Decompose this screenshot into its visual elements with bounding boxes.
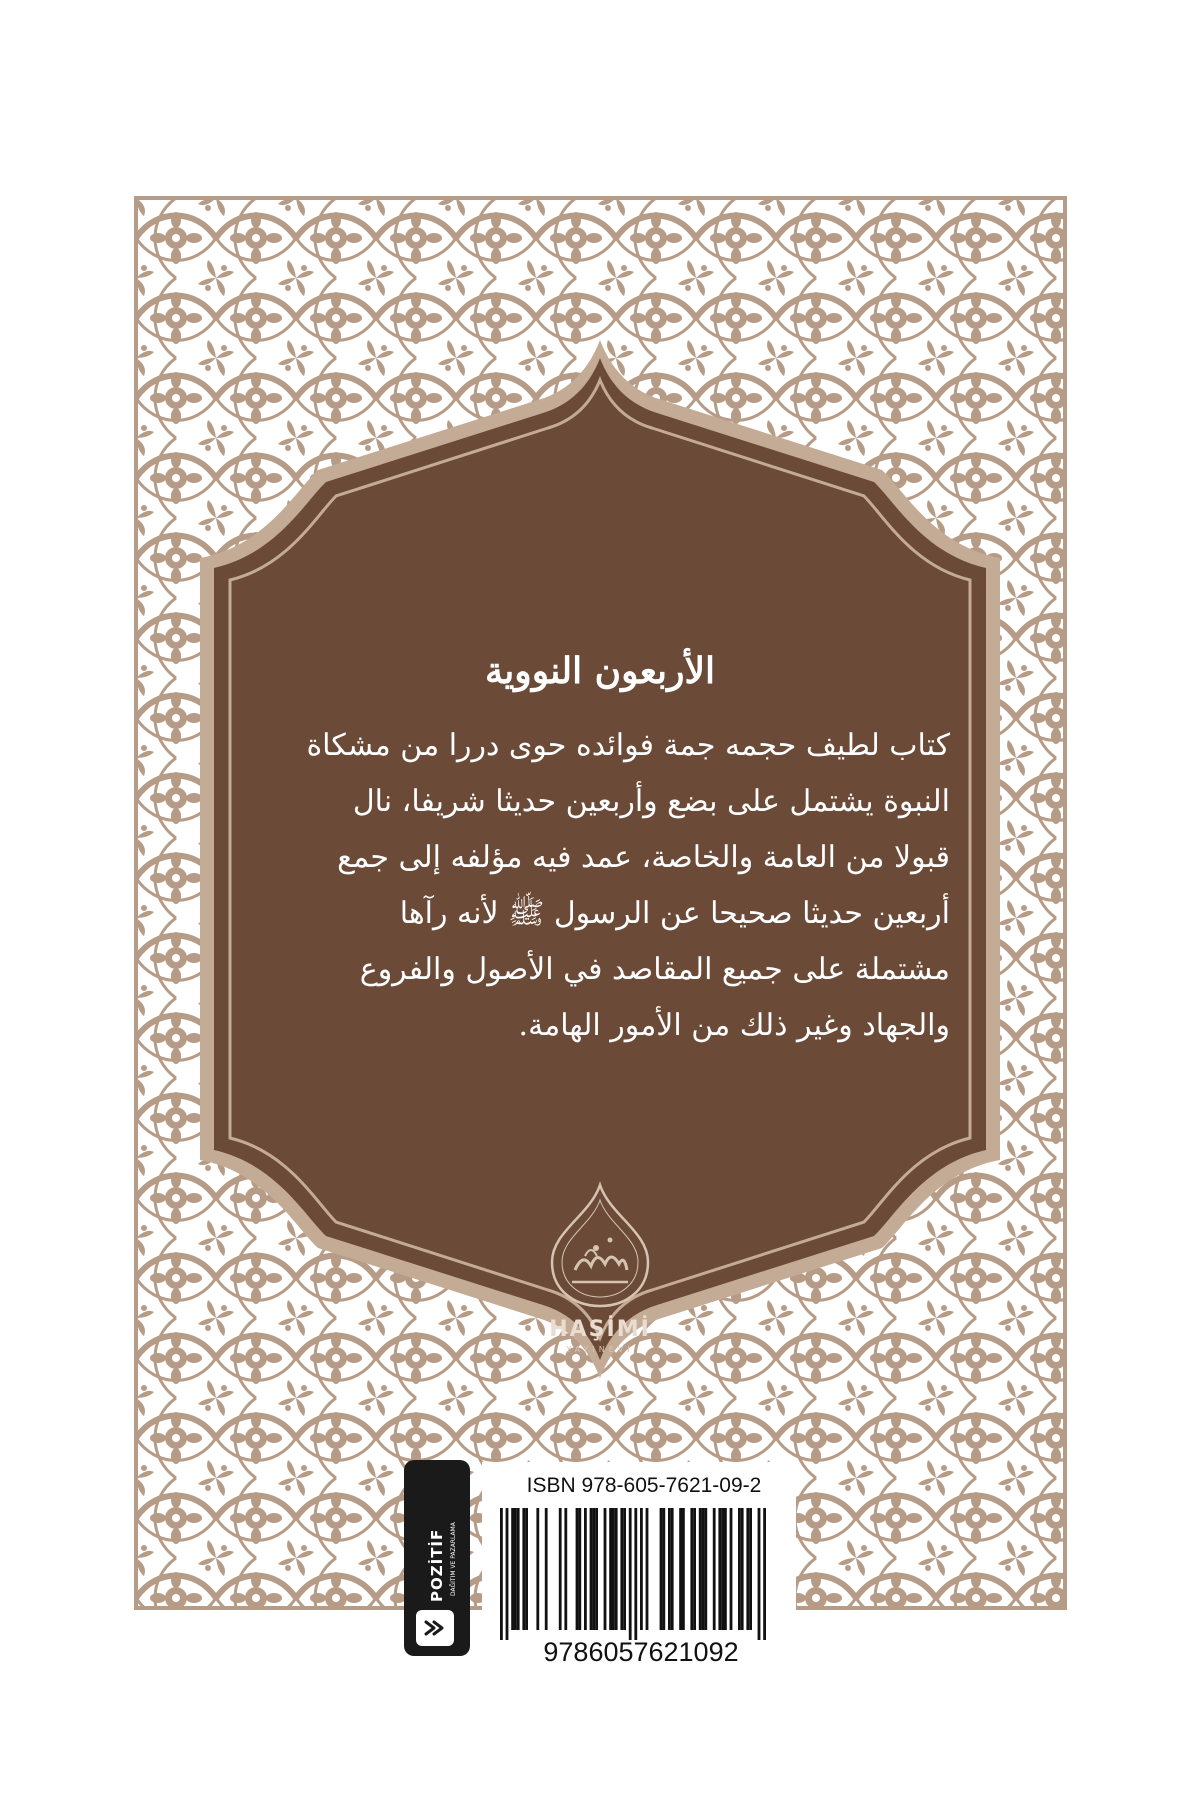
isbn-label: ISBN 978-605-7621-09-2 <box>526 1474 762 1497</box>
barcode-bar <box>578 1508 581 1630</box>
barcode-bar <box>690 1508 693 1630</box>
barcode-digits: 9786057621092 <box>543 1637 739 1667</box>
distributor-name: POZİTİF <box>428 1528 446 1602</box>
barcode-bar <box>713 1508 716 1630</box>
barcode-bar <box>514 1508 517 1630</box>
barcode-bar <box>702 1508 705 1630</box>
barcode-bar <box>584 1508 587 1630</box>
barcode-bar <box>730 1508 733 1630</box>
distributor-subtitle: DAĞITIM VE PAZARLAMA <box>450 1522 457 1596</box>
barcode-bar <box>629 1508 632 1640</box>
barcode-bar <box>660 1508 663 1630</box>
barcode-bar <box>758 1508 761 1640</box>
publisher-name: HAŞİMİ <box>549 1317 651 1342</box>
barcode-bar <box>662 1508 665 1630</box>
barcode-bar <box>564 1508 567 1630</box>
barcode-bar <box>704 1508 707 1630</box>
barcode-bar <box>721 1508 724 1630</box>
barcode-bar <box>671 1508 674 1630</box>
barcode-bar <box>525 1508 528 1630</box>
barcode-bar <box>724 1508 727 1630</box>
barcode-bar <box>634 1508 637 1640</box>
description-line: مشتملة على جميع المقاصد في الأصول والفروع <box>359 952 950 987</box>
barcode-bar <box>536 1508 539 1630</box>
barcode-bar <box>615 1508 618 1630</box>
description-line: كتاب لطيف حجمه جمة فوائده حوى دررا من مشكاة <box>306 728 950 763</box>
barcode-bar <box>741 1508 744 1630</box>
barcode-bar <box>506 1508 509 1640</box>
barcode-bar <box>738 1508 741 1630</box>
barcode-bar <box>668 1508 671 1630</box>
barcode-bar <box>517 1508 520 1630</box>
barcode-bar <box>545 1508 548 1630</box>
barcode-bar <box>682 1508 685 1630</box>
publisher-subtitle: YAYINEVİ <box>566 1345 634 1354</box>
description-line: النبوة يشتمل على بضع وأربعين حديثا شريفا، نال <box>352 784 950 819</box>
book-description <box>250 718 950 1054</box>
barcode-bar <box>500 1508 503 1640</box>
barcode-bar <box>646 1508 649 1630</box>
barcode-bar <box>693 1508 696 1630</box>
barcode-bar <box>620 1508 623 1630</box>
barcode-bar <box>640 1508 643 1630</box>
barcode-bar <box>522 1508 525 1630</box>
barcode-bar <box>604 1508 607 1630</box>
barcode-bar <box>612 1508 615 1630</box>
barcode-bar <box>746 1508 749 1630</box>
description-line: قبولا من العامة والخاصة، عمد فيه مؤلفه إلى جمع <box>337 840 950 875</box>
barcode-bar <box>699 1508 702 1630</box>
barcode-bar <box>592 1508 595 1630</box>
description-line: والجهاد وغير ذلك من الأمور الهامة. <box>518 1008 950 1043</box>
barcode-bar <box>595 1508 598 1630</box>
description-line: أربعين حديثا صحيحا عن الرسول ﷺ لأنه رآها <box>399 896 950 931</box>
barcode-bar <box>511 1508 514 1630</box>
barcode-bar <box>590 1508 593 1630</box>
barcode-bar <box>718 1508 721 1630</box>
book-title: الأربعون النووية <box>484 650 715 692</box>
barcode-bar <box>763 1508 766 1640</box>
barcode-bar <box>559 1508 562 1630</box>
barcode-bar <box>576 1508 579 1630</box>
barcode-bar <box>609 1508 612 1630</box>
barcode-bar <box>679 1508 682 1630</box>
barcode-bar <box>749 1508 752 1630</box>
barcode-bar <box>623 1508 626 1630</box>
